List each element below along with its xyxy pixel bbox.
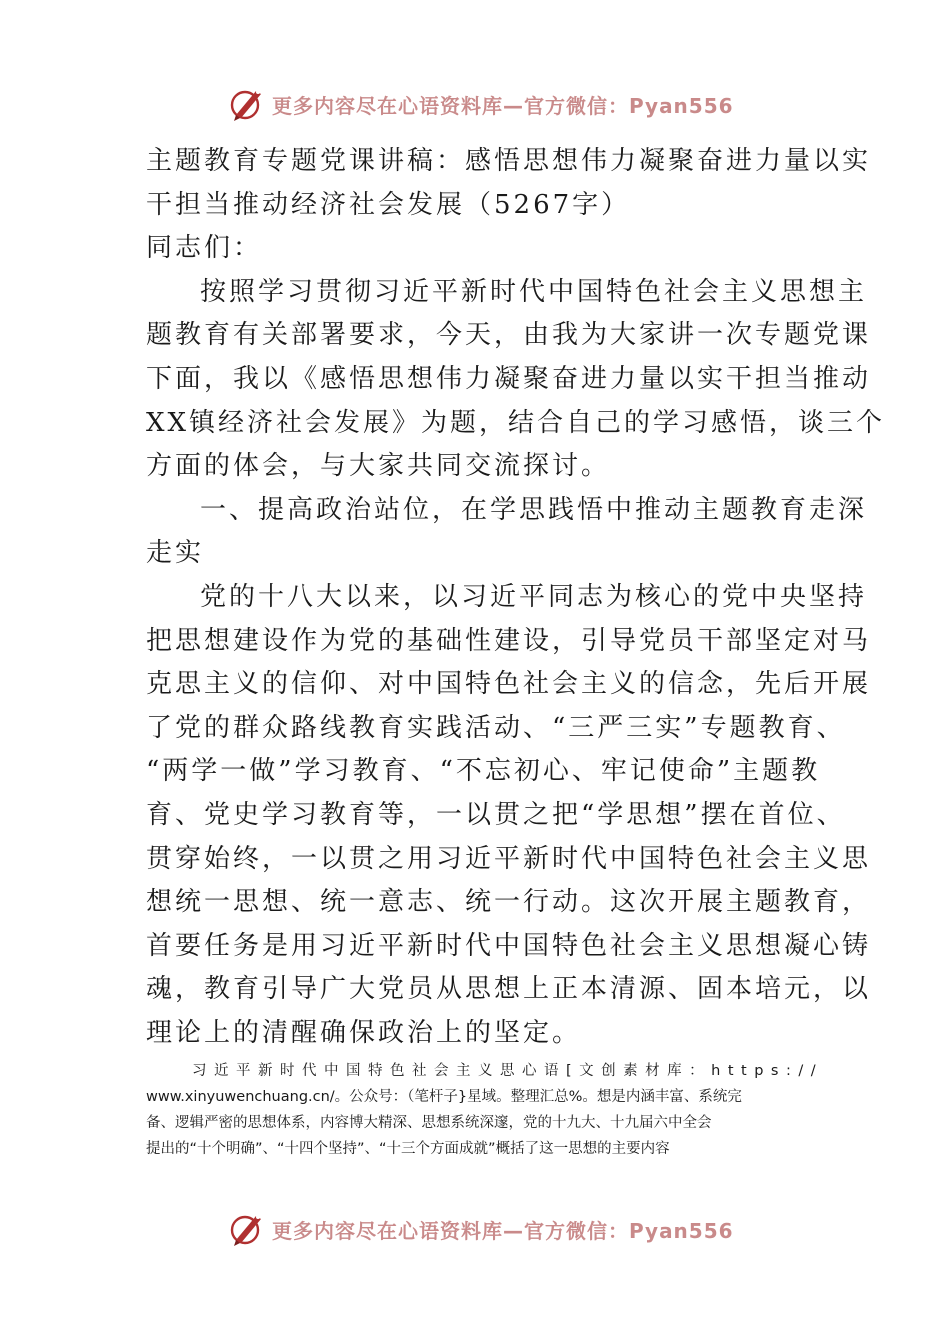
paragraph-line: 下面，我以《感悟思想伟力凝聚奋进力量以实干担当推动 [146,363,872,394]
paragraph-line: 育、党史学习教育等，一以贯之把“学思想”摆在首位、 [146,799,846,830]
banner-text: 更多内容尽在心语资料库—官方微信：Pyan556 [272,93,734,118]
section-heading-line: 走实 [146,538,205,569]
section-heading-line: 一、提高政治站位，在学思践悟中推动主题教育走深 [200,494,868,525]
pen-logo-icon [228,1210,266,1248]
paragraph-line: 按照学习贯彻习近平新时代中国特色社会主义思想主 [200,276,868,307]
pen-logo-icon [228,85,266,123]
paragraph-line: XX镇经济社会发展》为题，结合自己的学习感悟，谈三个 [146,407,886,438]
paragraph-line: 把思想建设作为党的基础性建设，引导党员干部坚定对马 [146,625,872,656]
salutation: 同志们： [146,233,263,264]
header-banner [228,84,734,124]
footnote-line: 习近平新时代中国特色社会主义思心语[文创素材库：https:// [192,1063,824,1079]
paragraph-line: 题教育有关部署要求，今天，由我为大家讲一次专题党课 [146,320,872,351]
paragraph-line: 魂，教育引导广大党员从思想上正本清源、固本培元，以 [146,974,872,1005]
paragraph-line: 克思主义的信仰、对中国特色社会主义的信念，先后开展 [146,669,872,700]
title-line-2: 干担当推动经济社会发展（5267字） [146,189,631,220]
paragraph-line: 首要任务是用习近平新时代中国特色社会主义思想凝心铸 [146,930,872,961]
title-line-1: 主题教育专题党课讲稿：感悟思想伟力凝聚奋进力量以实 [146,146,872,176]
footnote-line: 提出的“十个明确”、“十四个坚持”、“十三个方面成就”概括了这一思想的主要内容 [146,1141,670,1157]
paragraph-line: 贯穿始终，一以贯之用习近平新时代中国特色社会主义思 [146,843,872,874]
footnote-line: www.xinyuwenchuang.cn/。公众号：（笔杆子}星域。整理汇总%。想是内涵丰富、系统完 [146,1089,742,1105]
banner-text: 更多内容尽在心语资料库—官方微信：Pyan556 [272,1218,734,1243]
paragraph-line: 了党的群众路线教育实践活动、“三严三实”专题教育、 [146,712,846,743]
footnote [146,1058,824,1162]
paragraph-line: 党的十八大以来，以习近平同志为核心的党中央坚持 [200,581,868,612]
paragraph-line: “两学一做”学习教育、“不忘初心、牢记使命”主题教 [146,756,821,787]
footnote-line: 备、逻辑严密的思想体系，内容博大精深、思想系统深邃，党的十九大、十九届六中全会 [146,1115,712,1131]
paragraph-line: 想统一思想、统一意志、统一行动。这次开展主题教育， [146,887,872,918]
paragraph-line: 理论上的清醒确保政治上的坚定。 [146,1017,582,1048]
document-body [146,140,886,1055]
paragraph-line: 方面的体会，与大家共同交流探讨。 [146,451,611,482]
footer-banner [228,1209,734,1249]
